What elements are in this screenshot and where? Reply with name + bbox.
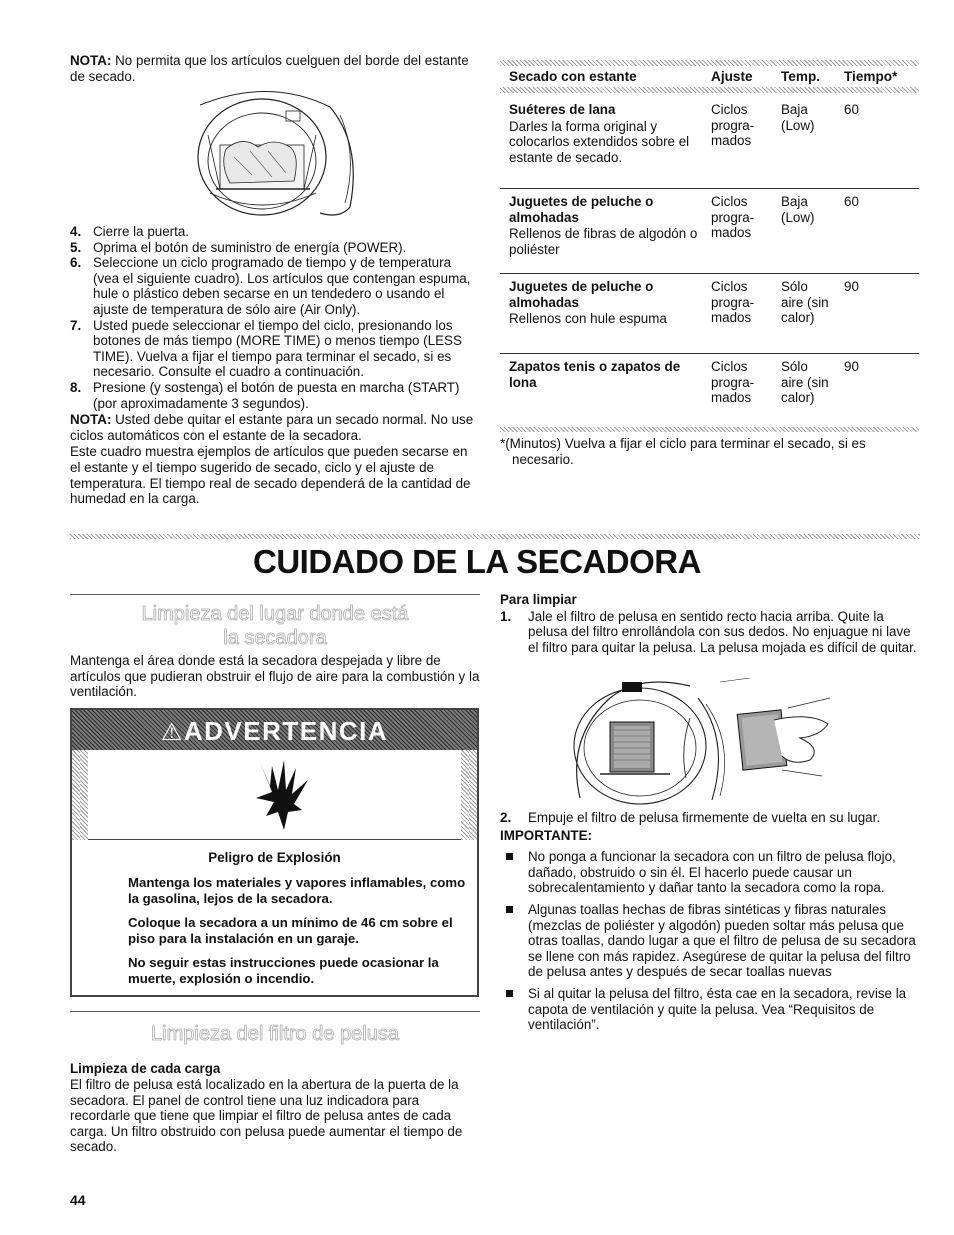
table-header-bar-bottom (500, 87, 919, 93)
steps-list (70, 224, 480, 411)
rack-drying-table (500, 60, 919, 467)
lint-filter-paragraph: El filtro de pelusa está localizado en la abertura de la puerta de la secadora. El panel de control tiene una luz indicadora para recordarle que tiene que limpiar el filtro de pelusa antes de cada carga. Un filtro obstruido con pelusa puede aumentar el tiempo de secado. (70, 1077, 463, 1155)
list-item: 5. Oprima el botón de suministro de energía (POWER). (70, 239, 407, 255)
nota-remove-rack: NOTA: Usted debe quitar el estante para un secado normal. No use ciclos automáticos con el estante de la secadora. (70, 412, 474, 443)
subheading-each-load: Limpieza de cada carga (70, 1061, 221, 1076)
table-header-bar-top (500, 60, 919, 66)
left-column-top (70, 53, 480, 84)
table-header-temp: Temp. (781, 69, 821, 84)
list-item: 7. Usted puede seleccionar el tiempo del ciclo, presionando los botones de más tiempo (MORE TIME) o menos tiempo (LESS TIME). Vuelva a fijar el tiempo para terminar el secado, si es necesario. Consulte el cuadro a continuación. (70, 317, 462, 380)
warning-line: Mantenga los materiales y vapores inflamables, como la gasolina, lejos de la secadora. (128, 875, 466, 906)
bullet-square-icon (506, 990, 513, 997)
bullet-square-icon (506, 853, 513, 860)
list-item: 6. Seleccione un ciclo programado de tiempo y de temperatura (vea el siguiente cuadro). Los artículos que contengan espuma, hule o plástico deben secarse en un tendedero o usando el ajuste de temperatura de sólo aire (Air Only). (70, 255, 471, 317)
intro-paragraph: Este cuadro muestra ejemplos de artículos que pueden secarse en el estante y el tiempo sugerido de secado, ciclo y el ajuste de temperatura. El tiempo real de secado dependerá de la cantidad de humedad en la carga. (70, 444, 471, 507)
table-header-time: Tiempo* (844, 69, 898, 84)
list-item: 8. Presione (y sostenga) el botón de puesta en marcha (START) (por aproximadamente 3 segundos). (70, 379, 460, 411)
table-header-setting: Ajuste (711, 69, 753, 84)
warning-icon-area (72, 750, 477, 840)
section-divider (70, 534, 920, 539)
dryer-rack-illustration (190, 85, 365, 220)
list-item: 2. Empuje el filtro de pelusa firmemente de vuelta en su lugar. (500, 810, 881, 825)
list-item: No ponga a funcionar la secadora con un filtro de pelusa flojo, dañado, obstruido o sin él. El hacerlo puede causar un sobrecalentamiento y dañar tanto la secadora como la ropa. (500, 849, 920, 896)
page-number: 44 (70, 1192, 86, 1208)
warning-title: ⚠ADVERTENCIA (160, 716, 389, 746)
page-title: CUIDADO DE LA SECADORA (253, 543, 701, 580)
warning-subtitle: Peligro de Explosión (208, 850, 341, 865)
bullet-square-icon (506, 906, 513, 913)
warning-triangle-icon: ⚠ (160, 719, 184, 746)
cleaning-instructions (500, 592, 920, 655)
section-heading-location: Limpieza del lugar donde está la secadora (141, 603, 409, 649)
list-item: Algunas toallas hechas de fibras sintéticas y fibras naturales (mezclas de poliéster y algodón) pueden soltar más pelusa que otras toallas, dando lugar a que el filtro de pelusa de su secadora se llene con más rapidez. Asegúrese de quitar la pelusa del filtro de pelusa antes y después de secar toallas nuevas (500, 902, 920, 980)
list-item: Si al quitar la pelusa del filtro, ésta cae en la secadora, revise la capota de ventilación y quite la pelusa. Vea “Requisitos de ventilación”. (500, 986, 920, 1033)
section-rule (70, 1011, 480, 1012)
warning-line: Coloque la secadora a un mínimo de 46 cm sobre el piso para la instalación en un garaje. (128, 915, 453, 946)
warning-line: No seguir estas instrucciones puede ocasionar la muerte, explosión o incendio. (128, 955, 439, 986)
table-row: Suéteres de lana Darles la forma original y colocarlos extendidos sobre el estante de secado. Ciclos progra-mados Baja (Low) 60 (500, 102, 919, 189)
explosion-icon (254, 760, 312, 832)
importante-list (500, 849, 920, 1033)
table-header-item: Secado con estante (509, 69, 637, 84)
table-row: Zapatos tenis o zapatos de lona Ciclos progra-mados Sólo aire (sin calor) 90 (509, 359, 859, 406)
warning-box (70, 708, 479, 997)
section-heading-lint-filter: Limpieza del filtro de pelusa (151, 1023, 399, 1045)
table-row: Juguetes de peluche o almohadas Rellenos de fibras de algodón o poliéster Ciclos progra-mados Baja (Low) 60 (500, 189, 919, 274)
list-item: 4. Cierre la puerta. (70, 224, 190, 239)
section-rule (70, 594, 480, 595)
table-bottom-bar (500, 427, 919, 432)
importante-label: IMPORTANTE: (500, 827, 592, 843)
steps-block (70, 224, 480, 507)
list-item: 1. Jale el filtro de pelusa en sentido recto hacia arriba. Quite la pelusa del filtro enrollándola con sus dedos. No enjuague ni lave el filtro para quitar la pelusa. La pelusa mojada es difícil de quitar. (500, 608, 917, 655)
table-header (500, 60, 919, 93)
location-paragraph: Mantenga el área donde está la secadora despejada y libre de artículos que pudieran obstruir el flujo de aire para la combustión y la ventilación. (70, 653, 480, 700)
para-limpiar-heading: Para limpiar (500, 592, 577, 607)
table-row: Juguetes de peluche o almohadas Rellenos con hule espuma Ciclos progra-mados Sólo aire (sin calor) 90 (500, 274, 919, 354)
warning-header (72, 710, 477, 750)
lint-filter-illustration (560, 678, 840, 806)
warning-body (82, 850, 467, 989)
cleaning-step-2 (500, 810, 920, 1039)
table-footnote: *(Minutos) Vuelva a fijar el ciclo para terminar el secado, si es necesario. (500, 436, 866, 467)
nota-rack: NOTA: No permita que los artículos cuelguen del borde del estante de secado. (70, 53, 469, 84)
